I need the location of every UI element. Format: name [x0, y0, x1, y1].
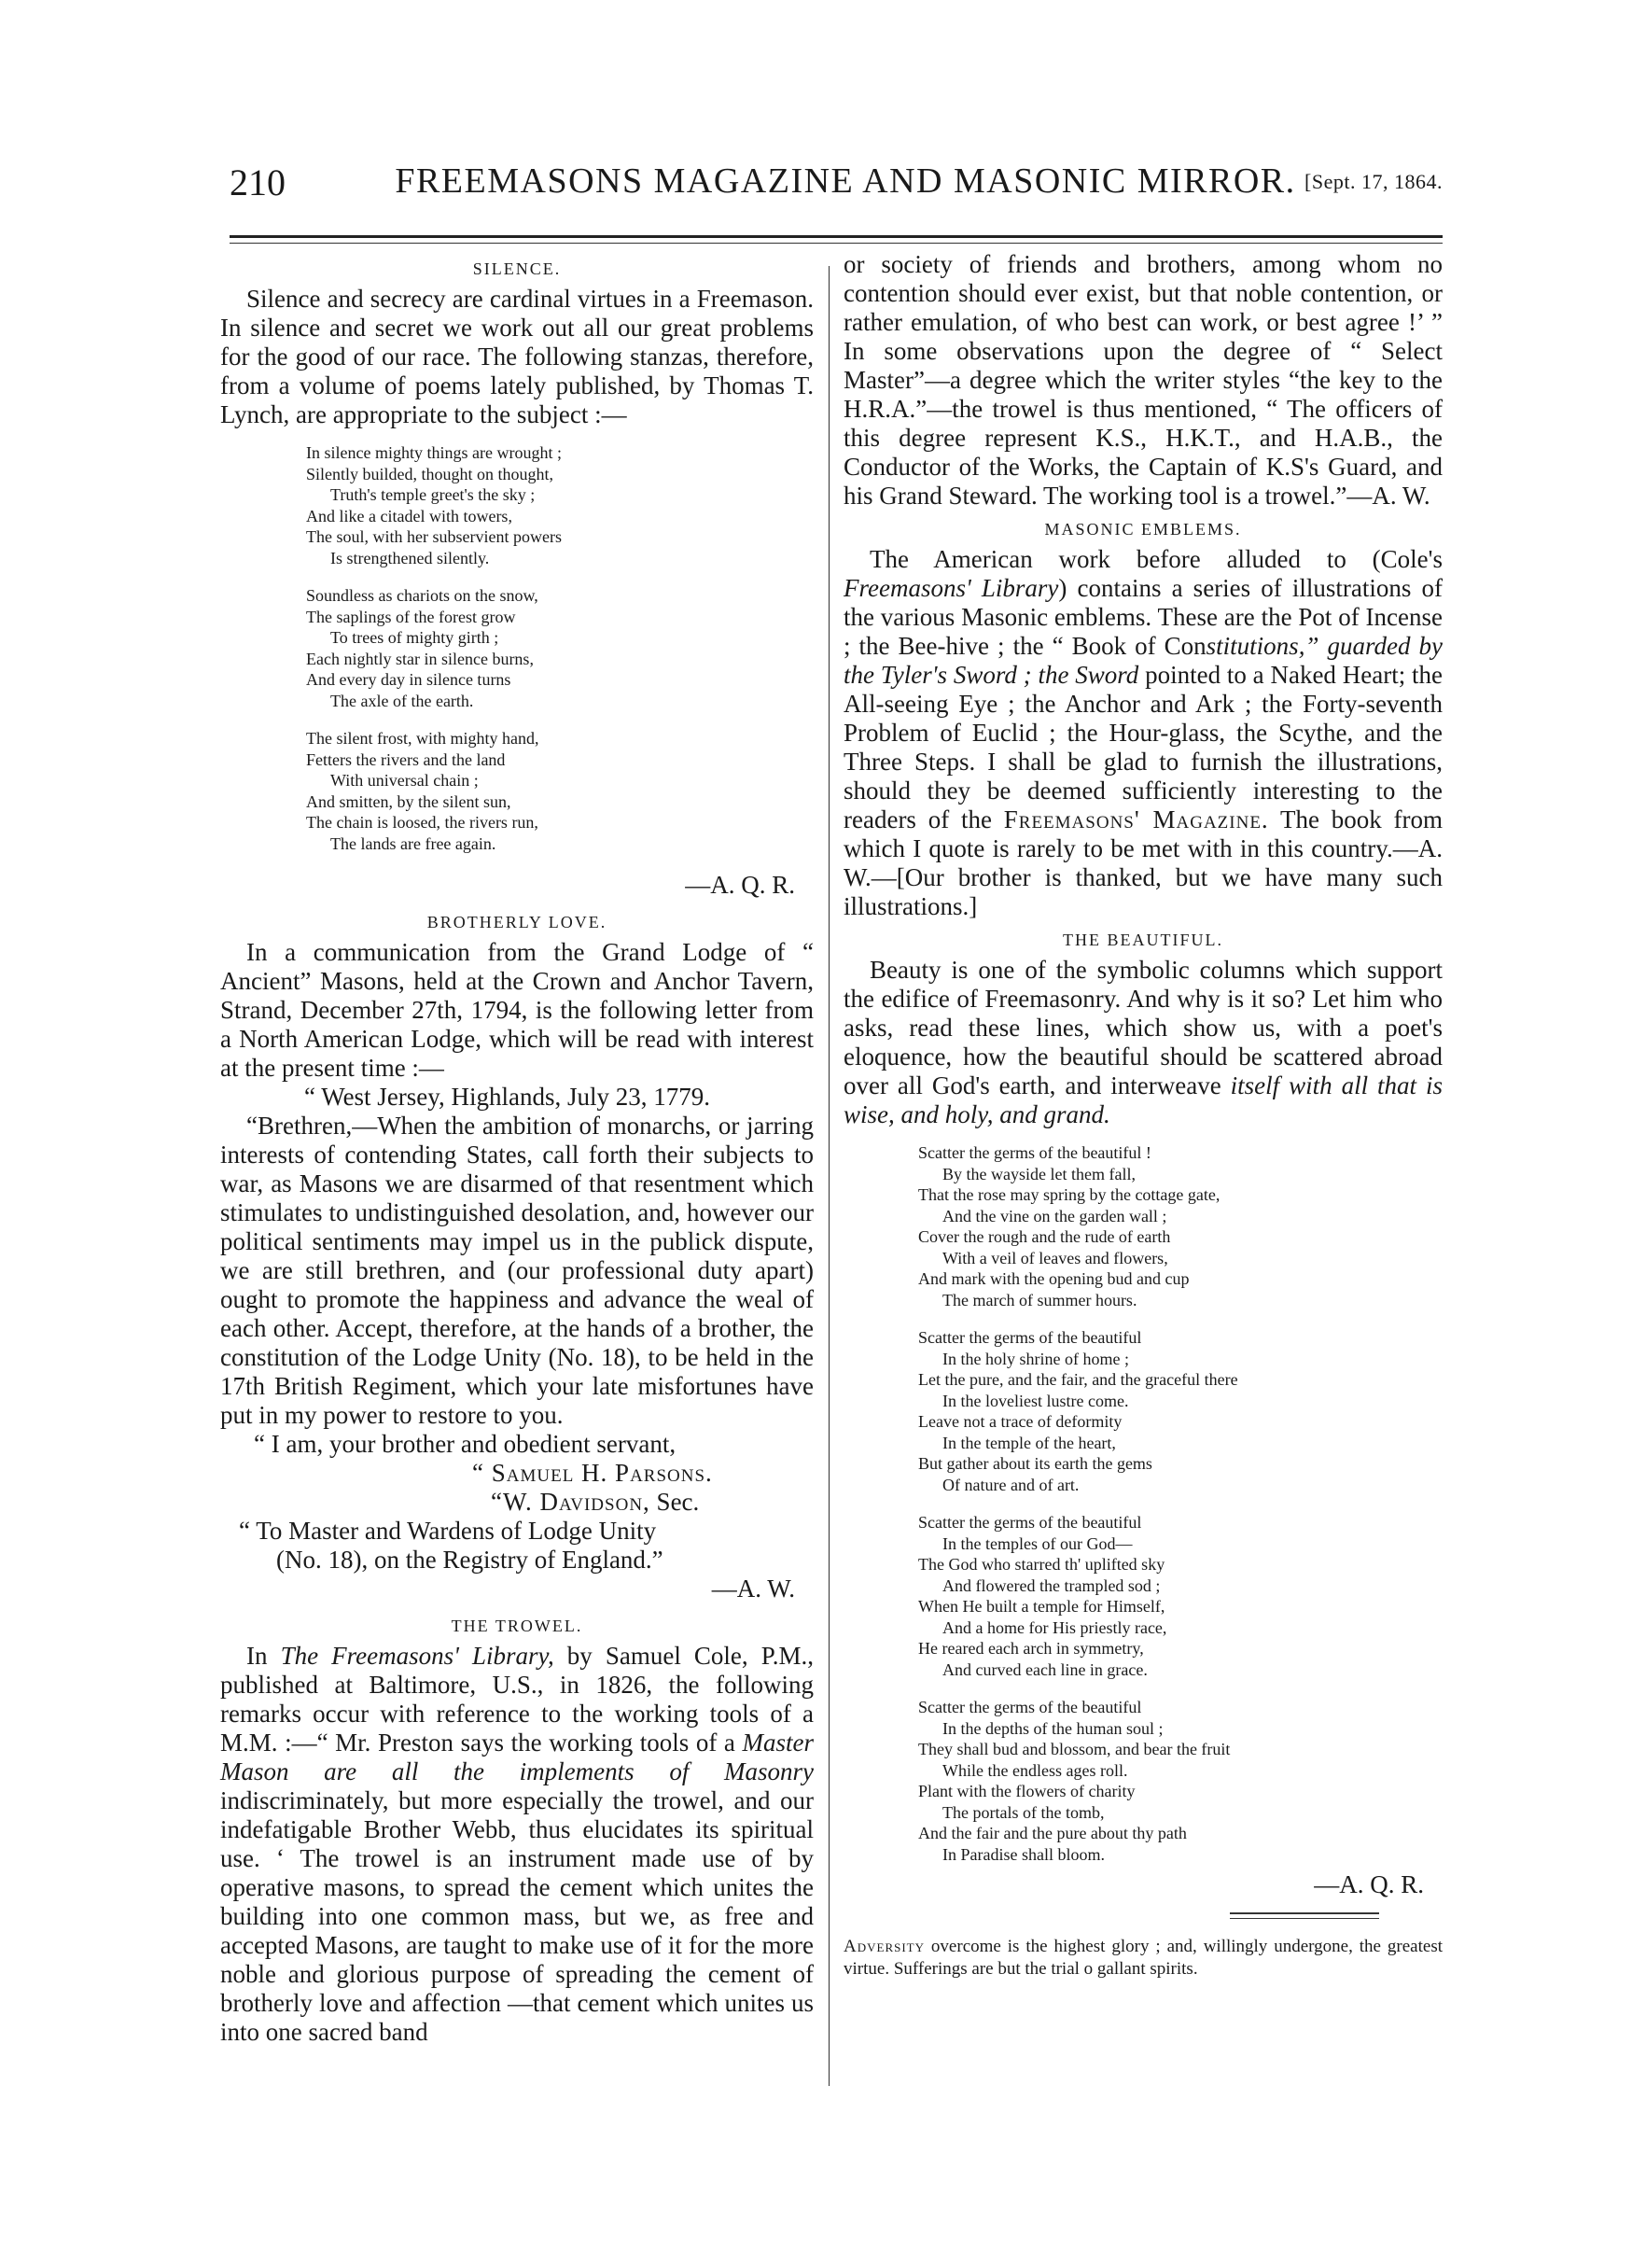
poem-stanza [918, 1697, 1443, 1865]
poem-line: He reared each arch in symmetry, [918, 1639, 1144, 1658]
poem-line: In the holy shrine of home ; [942, 1349, 1129, 1368]
signer-2-role: Sec. [649, 1488, 700, 1516]
poem-line: In the depths of the human soul ; [942, 1718, 1164, 1738]
poem-line: Silently builded, thought on thought, [306, 464, 553, 483]
silence-signature: —A. Q. R. [685, 871, 795, 899]
poem-line: The silent frost, with mighty hand, [306, 729, 539, 748]
poem-line: Each nightly star in silence burns, [306, 649, 534, 668]
header-rule [230, 235, 1443, 238]
poem-line: But gather about its earth the gems [918, 1454, 1152, 1473]
letter-address-1: “ To Master and Wardens of Lodge Unity [239, 1517, 657, 1545]
trowel-continued: or society of friends and brothers, among whom no contention should ever exist, but that noble contention, or rather emulation, of who best can work, or best agree !’ ” In some observations upon the degree of “ Select Master”—a degree which the writer styles “the key to the H.R.A.”—the trowel is thus mentioned, “ The officers of this degree represent K.S., H.K.T., and H.A.B., the Conductor of the Works, the Captain of K.S's Guard, and his Grand Steward. The working tool is a trowel.”—A. W. [844, 250, 1443, 510]
poem-line: In the temple of the heart, [942, 1433, 1116, 1452]
poem-line: With a veil of leaves and flowers, [942, 1248, 1168, 1267]
adversity-text: overcome is the highest glory ; and, willingly undergone, the greatest virtue. Sufferings are but the trial o gallant spirits. [844, 1937, 1443, 1979]
poem-line: To trees of mighty girth ; [330, 628, 499, 647]
poem-line: Fetters the rivers and the land [306, 749, 506, 769]
poem-line: Let the pure, and the fair, and the graceful there [918, 1370, 1238, 1389]
letter-address-2: (No. 18), on the Registry of England.” [276, 1546, 663, 1574]
section-rule-thin [1230, 1918, 1379, 1919]
poem-line: And the fair and the pure about thy path [918, 1824, 1187, 1842]
poem-line: The lands are free again. [330, 833, 496, 853]
poem-line: The axle of the earth. [330, 691, 474, 710]
adversity-lead: Adversity [844, 1937, 925, 1956]
book-title: The Freemasons' Library, [280, 1642, 554, 1670]
poem-line: Scatter the germs of the beautiful [918, 1513, 1142, 1532]
poem-line: And curved each line in grace. [942, 1659, 1148, 1679]
emblems-book-title: Freemasons' Library [844, 574, 1059, 602]
trowel-text: by Samuel Cole, P.M., published at Baltimore, U.S., in 1826, the following remarks occur with reference to the working tools of a M.M. :—“ Mr. Preston says the working tools of a [220, 1642, 815, 1757]
letter-dateline: “ West Jersey, Highlands, July 23, 1779. [304, 1083, 711, 1111]
poem-line: And the vine on the garden wall ; [942, 1206, 1167, 1225]
emblems-italic: stitutions,” guarded by the Tyler's Sword ; the Sword [844, 632, 1443, 689]
beautiful-text: Beauty is one of the symbolic columns which support the edifice of Freemasonry. And why is it so? Let him who asks, read these lines, which show us, with a poet's eloquence, how the beautiful should be scattered abroad over all God's earth, and interweave [844, 956, 1443, 1099]
brotherly-love-heading: BROTHERLY LOVE. [426, 913, 607, 931]
trowel-heading: THE TROWEL. [451, 1617, 583, 1635]
header-rule-thin [230, 243, 1443, 244]
letter-body: “Brethren,—When the ambition of monarchs, or jarring interests of contending States, call forth their subjects to war, as Masons we are disarmed of that resentment which stimulates to undistinguished desolation, and, however our political sentiments may impel us in the publick dispute, we are still brethren, and (our professional duty apart) ought to promote the happiness and advance the weal of each other. Accept, therefore, at the hands of a brother, the constitution of the Lodge Unity (No. 18), to be held in the 17th British Regiment, which your late misfortunes have put in my power to restore to you. [220, 1112, 814, 1429]
poem-line: The God who starred th' uplifted sky [918, 1555, 1165, 1574]
trowel-text: In [246, 1642, 281, 1670]
poem-stanza [306, 585, 814, 711]
poem-line: Scatter the germs of the beautiful [918, 1698, 1142, 1716]
section-rule [1230, 1912, 1379, 1914]
poem-line: That the rose may spring by the cottage gate, [918, 1185, 1221, 1204]
silence-intro: Silence and secrecy are cardinal virtues in a Freemason. In silence and secret we work out all our great problems for the good of our race. The following stanzas, therefore, from a volume of poems lately published, by Thomas T. Lynch, are appropriate to the subject :— [220, 285, 814, 428]
poem-line: While the endless ages roll. [942, 1760, 1128, 1780]
poem-line: Truth's temple greet's the sky ; [330, 485, 536, 504]
letter-signer-1: “ Samuel H. Parsons. [472, 1459, 713, 1487]
poem-line: The soul, with her subservient powers [306, 527, 562, 546]
right-column [844, 250, 1443, 1981]
brotherly-love-intro: In a communication from the Grand Lodge of “ Ancient” Masons, held at the Crown and Anchor Tavern, Strand, December 27th, 1794, is the following letter from a North American Lodge, which will be read with interest at the present time :— [220, 938, 814, 1082]
trowel-italic: Master Mason are all the implements of Masonry [220, 1729, 814, 1785]
poem-stanza [306, 728, 814, 854]
emblems-text: pointed to a Naked Heart; the All-seeing Eye ; the Anchor and Ark ; the Forty-seventh Problem of Euclid ; the Hour-glass, the Scythe, and the Three Steps. I shall be glad to furnish the illustrations, should they be deemed sufficiently interesting to the readers of the [844, 661, 1443, 833]
poem-line: And every day in silence turns [306, 670, 511, 689]
emblems-heading: MASONIC EMBLEMS. [1044, 520, 1242, 539]
adversity-note [844, 1936, 1443, 1981]
poem-line: In Paradise shall bloom. [942, 1844, 1105, 1864]
poem-line: By the wayside let them fall, [942, 1164, 1136, 1183]
brotherly-signature: —A. W. [711, 1575, 795, 1603]
poem-line: And flowered the trampled sod ; [942, 1575, 1161, 1595]
beautiful-heading: THE BEAUTIFUL. [1063, 931, 1223, 949]
poem-line: And a home for His priestly race, [942, 1617, 1167, 1637]
poem-line: Leave not a trace of deformity [918, 1412, 1123, 1431]
emblems-text: The American work before alluded to (Cole's [870, 545, 1443, 573]
poem-line: Scatter the germs of the beautiful [918, 1328, 1142, 1347]
poem-line: And mark with the opening bud and cup [918, 1269, 1190, 1288]
beautiful-intro [844, 956, 1443, 1129]
poem-line: When He built a temple for Himself, [918, 1597, 1165, 1616]
poem-stanza [918, 1512, 1443, 1680]
poem-line: And smitten, by the silent sun, [306, 791, 511, 811]
issue-date: [Sept. 17, 1864. [1304, 170, 1443, 193]
signer-2-name: “W. Davidson, [491, 1488, 650, 1516]
poem-line: Is strengthened silently. [330, 548, 490, 567]
poem-line: Cover the rough and the rude of earth [918, 1227, 1171, 1246]
emblems-text: The book from which I quote is rarely to be met with in this country.—A. W.—[Our brother is thanked, but we have many such illustrations.] [844, 805, 1443, 920]
poem-line: In the loveliest lustre come. [942, 1391, 1129, 1410]
poem-line: The chain is loosed, the rivers run, [306, 813, 538, 832]
poem-line: And like a citadel with towers, [306, 506, 512, 525]
trowel-text: indiscriminately, but more especially the trowel, and our indefatigable Brother Webb, thus elucidates its spiritual use. ‘ The trowel is an instrument made use of by operative masons, to spread the cement which unites the building into one common mass, but we, as free and accepted Masons, are taught to make use of it for the more noble and glorious purpose of spreading the cement of brotherly love and affection —that cement which unites us into one sacred band [220, 1786, 814, 2046]
letter-closing: “ I am, your brother and obedient servant, [254, 1430, 677, 1458]
beautiful-italic: itself with all that is wise, and holy, and grand. [844, 1071, 1443, 1128]
poem-line: They shall bud and blossom, and bear the fruit [918, 1740, 1231, 1758]
magazine-name: Freemasons' Magazine. [1003, 805, 1269, 833]
poem-stanza [918, 1142, 1443, 1310]
poem-line: The saplings of the forest grow [306, 607, 516, 626]
page-header [230, 161, 1443, 217]
poem-line: Of nature and of art. [942, 1475, 1080, 1494]
page-number: 210 [230, 161, 286, 203]
poem-line: In the temples of our God— [942, 1533, 1133, 1553]
beautiful-signature: —A. Q. R. [1314, 1870, 1424, 1898]
poem-stanza [918, 1327, 1443, 1495]
poem-line: Scatter the germs of the beautiful ! [918, 1143, 1151, 1162]
trowel-paragraph [220, 1642, 814, 2047]
poem-line: The march of summer hours. [942, 1290, 1137, 1309]
emblems-paragraph [844, 545, 1443, 921]
silence-poem [306, 442, 814, 854]
poem-line: With universal chain ; [330, 771, 479, 790]
poem-line: The portals of the tomb, [942, 1802, 1105, 1822]
poem-line: Plant with the flowers of charity [918, 1782, 1136, 1800]
running-title: FREEMASONS MAGAZINE AND MASONIC MIRROR. [395, 161, 1296, 201]
emblems-text: ) contains a series of illustrations of the various Masonic emblems. These are the Pot of Incense ; the Bee-hive ; the “ Book of Con [844, 574, 1443, 660]
poem-line: Soundless as chariots on the snow, [306, 586, 538, 605]
letter-signer-2 [220, 1488, 814, 1517]
column-divider [829, 266, 830, 2086]
poem-line: In silence mighty things are wrought ; [306, 443, 562, 462]
silence-heading: SILENCE. [472, 259, 562, 278]
poem-stanza [306, 442, 814, 568]
left-column [220, 250, 814, 2047]
beautiful-poem [918, 1142, 1443, 1865]
